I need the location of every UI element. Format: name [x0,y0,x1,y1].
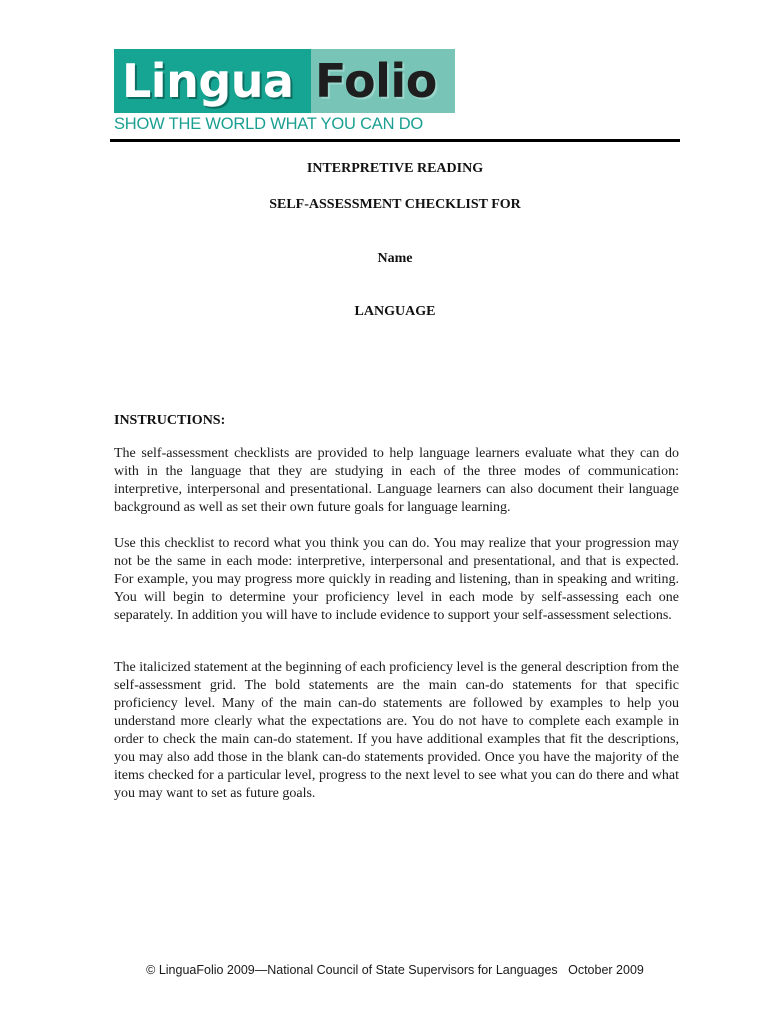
name-label: Name [377,251,413,266]
language-label: LANGUAGE [354,304,436,319]
logo-banner [114,49,455,113]
logo-tagline: SHOW THE WORLD WHAT YOU CAN DO [114,115,424,133]
instructions-paragraph-2: Use this checklist to record what you think you can do. You may realize that your progression may not be the same in each mode: interpretive, interpersonal and presentational, and that is expected. For example, you may progress more quickly in reading and listening, than in speaking and writing. You will begin to determine your proficiency level in each mode by self-assessing each one separately. In addition you will have to include evidence to support your self-assessment selections. [114,536,679,623]
linguafolio-logo [114,49,455,134]
logo-lingua-text: Lingua [114,49,311,113]
copyright-footer: © LinguaFolio 2009—National Council of State Supervisors for Languages October 2009 [146,963,644,977]
header-divider [110,139,680,142]
logo-folio-text: Folio [311,49,455,113]
instructions-paragraph-3: The italicized statement at the beginning of each proficiency level is the general description from the self-assessment grid. The bold statements are the main can-do statements for that specific proficiency level. Many of the main can-do statements are followed by examples to help you understand more clearly what the expectations are. You do not have to complete each example in order to check the main can-do statement. If you have additional examples that fit the descriptions, you may also add those in the blank can-do statements provided. Once you have the majority of the items checked for a particular level, progress to the next level to see what you can do there and what you may want to set as future goals. [114,660,679,801]
instructions-paragraph-1: The self-assessment checklists are provided to help language learners evaluate what they can do with in the language that they are studying in each of the three modes of communication: interpretive, interpersonal and presentational. Language learners can also document their language background as well as set their own future goals for language learning. [114,446,679,515]
document-title: INTERPRETIVE READING [306,161,484,176]
instructions-heading: INSTRUCTIONS: [114,413,226,428]
document-subtitle: SELF-ASSESSMENT CHECKLIST FOR [269,197,521,212]
